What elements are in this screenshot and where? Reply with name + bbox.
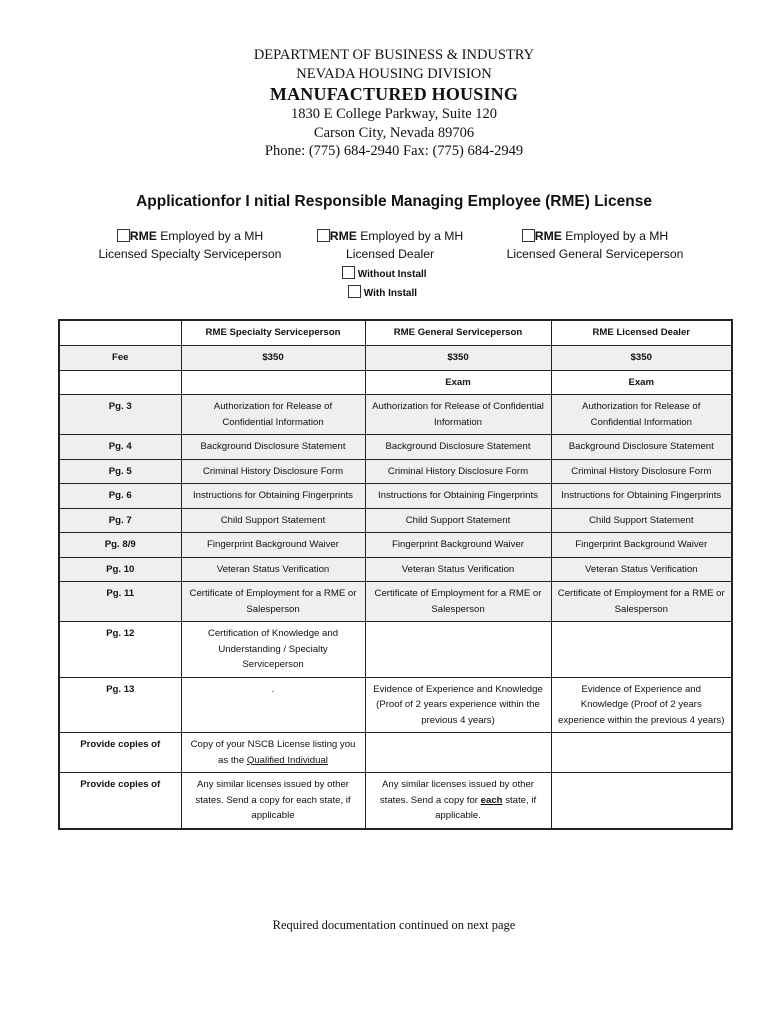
form-title: Applicationfor I nitial Responsible Managing Employee (RME) License bbox=[136, 193, 652, 210]
cell-dealer: Instructions for Obtaining Fingerprints bbox=[551, 484, 732, 509]
table-row bbox=[59, 459, 732, 484]
table-row bbox=[59, 435, 732, 460]
address-line-2: Carson City, Nevada 89706 bbox=[313, 124, 475, 141]
option-general-serviceperson bbox=[500, 227, 690, 263]
exam-row bbox=[59, 370, 732, 395]
cell-dealer bbox=[551, 733, 732, 773]
row-label: Pg. 11 bbox=[59, 582, 181, 622]
footer-note: Required documentation continued on next page bbox=[272, 918, 516, 932]
checkbox-dealer[interactable] bbox=[317, 229, 330, 242]
requirements-table bbox=[58, 319, 733, 830]
cell-dealer bbox=[551, 773, 732, 829]
qualified-individual-text: Qualified Individual bbox=[246, 754, 328, 766]
checkbox-with-install[interactable] bbox=[348, 285, 361, 298]
header-cell-specialty: RME Specialty Serviceperson bbox=[181, 320, 365, 346]
row-label: Provide copies of bbox=[59, 773, 181, 829]
option-line2: Licensed General Serviceperson bbox=[506, 247, 684, 261]
cell-dealer: Evidence of Experience and Knowledge (Proof of 2 years experience within the previous 4 years) bbox=[551, 677, 732, 733]
table-row bbox=[59, 622, 732, 678]
cell-dealer: Veteran Status Verification bbox=[551, 557, 732, 582]
option-bold: RME bbox=[534, 229, 562, 243]
fee-row bbox=[59, 346, 732, 371]
checkbox-general[interactable] bbox=[522, 229, 535, 242]
table-row-copies-states bbox=[59, 773, 732, 829]
table-row bbox=[59, 395, 732, 435]
cell-dealer: Child Support Statement bbox=[551, 508, 732, 533]
cell-specialty: Fingerprint Background Waiver bbox=[181, 533, 365, 558]
cell-general bbox=[365, 773, 551, 829]
checkbox-specialty[interactable] bbox=[117, 229, 130, 242]
sub-option-label: Without Install bbox=[357, 269, 427, 280]
cell-dealer bbox=[551, 622, 732, 678]
cell-specialty: Background Disclosure Statement bbox=[181, 435, 365, 460]
phone-fax: Phone: (775) 684-2940 Fax: (775) 684-2949 bbox=[264, 143, 524, 159]
header-cell-general: RME General Serviceperson bbox=[365, 320, 551, 346]
cell-general: Criminal History Disclosure Form bbox=[365, 459, 551, 484]
row-label: Fee bbox=[59, 346, 181, 371]
department-name: DEPARTMENT OF BUSINESS & INDUSTRY bbox=[253, 47, 535, 63]
cell-general: Certificate of Employment for a RME or Salesperson bbox=[365, 582, 551, 622]
option-licensed-dealer bbox=[300, 227, 480, 263]
option-line2: Licensed Specialty Serviceperson bbox=[98, 247, 282, 261]
cell-specialty: Instructions for Obtaining Fingerprints bbox=[181, 484, 365, 509]
fee-general: $350 bbox=[365, 346, 551, 371]
option-text: Employed by a MH bbox=[356, 229, 464, 243]
row-label: Pg. 8/9 bbox=[59, 533, 181, 558]
sub-option-label: With Install bbox=[363, 288, 418, 299]
cell-specialty: Certification of Knowledge and Understanding / Specialty Serviceperson bbox=[181, 622, 365, 678]
cell-text-end: state, if applicable. bbox=[435, 794, 537, 821]
table-row bbox=[59, 582, 732, 622]
cell-dealer: Fingerprint Background Waiver bbox=[551, 533, 732, 558]
row-label: Pg. 3 bbox=[59, 395, 181, 435]
address-line-1: 1830 E College Parkway, Suite 120 bbox=[290, 106, 498, 122]
checkbox-without-install[interactable] bbox=[342, 266, 355, 279]
row-label bbox=[59, 370, 181, 395]
table-row bbox=[59, 533, 732, 558]
option-bold: RME bbox=[329, 229, 357, 243]
sub-option-with-install bbox=[348, 285, 417, 299]
table-row bbox=[59, 484, 732, 509]
row-label: Pg. 4 bbox=[59, 435, 181, 460]
row-label: Pg. 7 bbox=[59, 508, 181, 533]
cell-text: Copy of your NSCB License listing you as the bbox=[190, 739, 356, 766]
cell-specialty: Certificate of Employment for a RME or Salesperson bbox=[181, 582, 365, 622]
option-specialty-serviceperson bbox=[90, 227, 290, 263]
cell-general: Background Disclosure Statement bbox=[365, 435, 551, 460]
row-label: Pg. 10 bbox=[59, 557, 181, 582]
document-header bbox=[0, 46, 770, 161]
each-text: each bbox=[480, 794, 503, 806]
option-bold: RME bbox=[129, 229, 157, 243]
fee-specialty: $350 bbox=[181, 346, 365, 371]
header-cell-dealer: RME Licensed Dealer bbox=[551, 320, 732, 346]
cell-specialty: Child Support Statement bbox=[181, 508, 365, 533]
cell-general: Authorization for Release of Confidential Information bbox=[365, 395, 551, 435]
row-label: Pg. 13 bbox=[59, 677, 181, 733]
cell-dealer: Criminal History Disclosure Form bbox=[551, 459, 732, 484]
fee-dealer: $350 bbox=[551, 346, 732, 371]
cell-specialty: Criminal History Disclosure Form bbox=[181, 459, 365, 484]
row-label: Pg. 5 bbox=[59, 459, 181, 484]
table-row bbox=[59, 677, 732, 733]
exam-general: Exam bbox=[365, 370, 551, 395]
cell-text: Any similar licenses issued by other states. Send a copy for bbox=[379, 779, 534, 806]
cell-specialty: Authorization for Release of Confidential Information bbox=[181, 395, 365, 435]
cell-specialty: . bbox=[181, 677, 365, 733]
division-name: NEVADA HOUSING DIVISION bbox=[296, 65, 492, 82]
cell-general: Instructions for Obtaining Fingerprints bbox=[365, 484, 551, 509]
cell-specialty bbox=[181, 733, 365, 773]
option-line2: Licensed Dealer bbox=[345, 247, 435, 261]
option-text: Employed by a MH bbox=[561, 229, 669, 243]
cell-specialty: Any similar licenses issued by other states. Send a copy for each state, if applicable bbox=[181, 773, 365, 829]
row-label: Pg. 12 bbox=[59, 622, 181, 678]
cell-dealer: Authorization for Release of Confidential Information bbox=[551, 395, 732, 435]
cell-general: Veteran Status Verification bbox=[365, 557, 551, 582]
table-row-copies-license bbox=[59, 733, 732, 773]
cell-general bbox=[365, 733, 551, 773]
sub-option-without-install bbox=[342, 266, 427, 280]
table-row bbox=[59, 557, 732, 582]
cell-general: Evidence of Experience and Knowledge (Proof of 2 years experience within the previous 4 years) bbox=[365, 677, 551, 733]
option-text: Employed by a MH bbox=[156, 229, 264, 243]
cell-general bbox=[365, 622, 551, 678]
header-cell-blank bbox=[59, 320, 181, 346]
cell-general: Child Support Statement bbox=[365, 508, 551, 533]
row-label: Provide copies of bbox=[59, 733, 181, 773]
exam-specialty bbox=[181, 370, 365, 395]
table-row bbox=[59, 508, 732, 533]
row-label: Pg. 6 bbox=[59, 484, 181, 509]
cell-dealer: Background Disclosure Statement bbox=[551, 435, 732, 460]
exam-dealer: Exam bbox=[551, 370, 732, 395]
program-name: MANUFACTURED HOUSING bbox=[269, 84, 519, 104]
table-header-row bbox=[59, 320, 732, 346]
cell-dealer: Certificate of Employment for a RME or Salesperson bbox=[551, 582, 732, 622]
cell-specialty: Veteran Status Verification bbox=[181, 557, 365, 582]
cell-general: Fingerprint Background Waiver bbox=[365, 533, 551, 558]
